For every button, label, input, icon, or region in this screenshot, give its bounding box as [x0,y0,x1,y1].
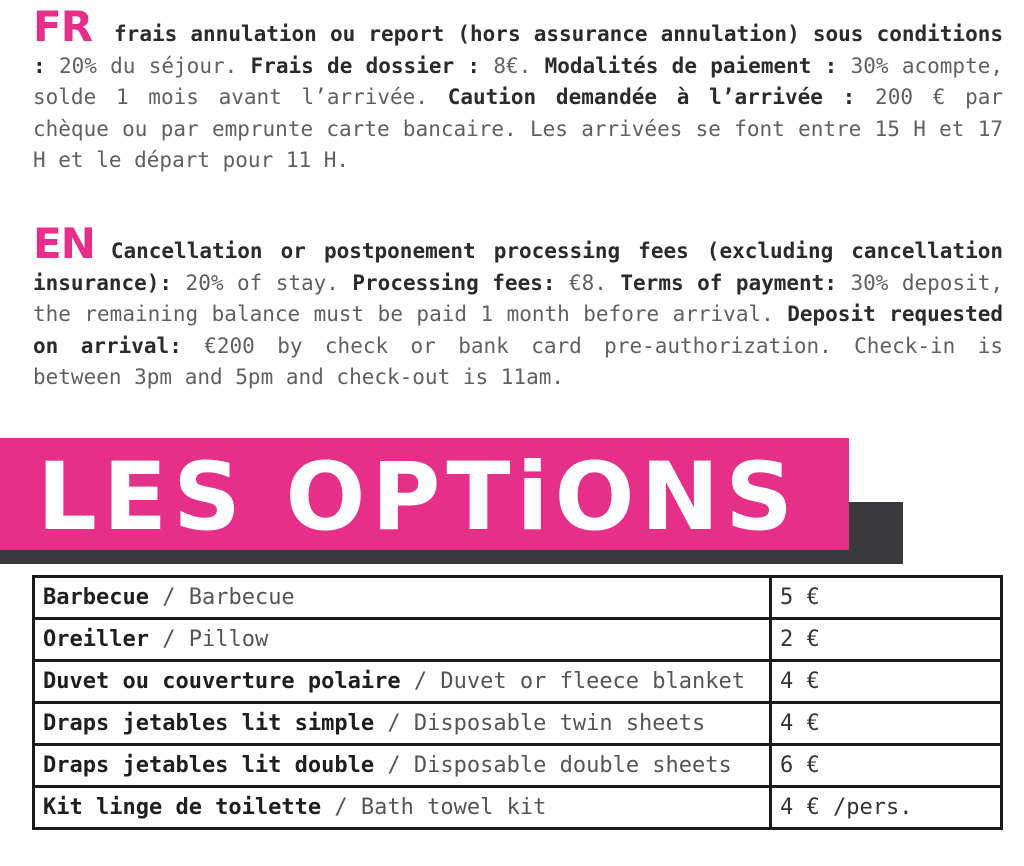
fr-deposit-label: Caution demandée à l’arrivée : [447,85,856,109]
option-name-cell [34,661,771,703]
fr-file-fee-value: 8€. [480,53,545,78]
option-price: 4 € [771,661,1002,703]
option-name-fr: Barbecue [43,585,149,610]
en-payment-label: Terms of payment: [620,270,837,295]
option-separator: / [148,627,189,652]
options-banner [0,438,849,550]
table-row [34,745,1002,787]
table-row [34,661,1002,703]
english-conditions-paragraph [33,219,1003,394]
fr-deposit-value: 200 € par chèque ou par emprunte carte bancaire. Les arrivées se font entre 15 H et 17 H et le départ pour 11 H. [33,85,1004,172]
fr-file-fee-label: Frais de dossier : [250,53,481,78]
french-conditions-paragraph [33,2,1004,177]
table-row [34,577,1002,619]
fr-cancellation-value: 20% du séjour. [45,53,251,78]
fr-cancellation-label: frais annulation ou report (hors assurance annulation) sous conditions : [33,22,1003,78]
option-name-cell [34,787,771,829]
en-deposit-label: Deposit requested on arrival: [33,302,1003,358]
option-name-cell [34,619,771,661]
option-name-fr: Duvet ou couverture polaire [43,669,401,694]
option-separator: / [374,753,414,778]
en-deposit-value: €200 by check or bank card pre-authorization. Check-in is between 3pm and 5pm and check-out is 11am. [33,333,1003,389]
option-name-en: Disposable double sheets [413,753,732,778]
french-language-code: FR [33,2,93,51]
en-cancellation-value: 20% of stay. [172,270,353,295]
en-cancellation-label: Cancellation or postponement processing fees (excluding cancellation insurance): [33,239,1003,295]
table-row [34,619,1002,661]
option-price: 4 € [771,703,1002,745]
option-price: 2 € [771,619,1002,661]
option-name-cell [34,577,771,619]
option-name-en: Disposable twin sheets [413,711,706,736]
option-name-fr: Draps jetables lit double [43,753,375,778]
fr-payment-label: Modalités de paiement : [544,53,838,78]
option-price: 4 € /pers. [771,787,1002,829]
option-name-en: Bath towel kit [360,795,547,820]
option-name-en: Barbecue [188,585,295,610]
table-row [34,703,1002,745]
option-separator: / [148,585,189,610]
option-name-fr: Kit linge de toilette [43,795,322,820]
option-name-en: Pillow [188,627,269,652]
option-price: 6 € [771,745,1002,787]
fr-payment-value: 30% acompte, solde 1 mois avant l’arrivée. [33,53,1004,109]
option-name-cell [34,745,771,787]
en-fee-value: €8. [555,270,621,295]
option-price: 5 € [771,577,1002,619]
en-fee-label: Processing fees: [352,270,556,295]
option-separator: / [321,795,361,820]
option-name-en: Duvet or fleece blanket [440,669,746,694]
option-separator: / [374,711,414,736]
banner-title: LES OPTiONS [37,443,799,552]
table-row [34,787,1002,829]
option-name-cell [34,703,771,745]
option-separator: / [400,669,441,694]
option-name-fr: Oreiller [43,627,149,652]
en-payment-value: 30% deposit, the remaining balance must be paid 1 month before arrival. [33,270,1003,326]
option-name-fr: Draps jetables lit simple [43,711,375,736]
english-language-code: EN [33,219,95,268]
options-table [32,575,1003,830]
